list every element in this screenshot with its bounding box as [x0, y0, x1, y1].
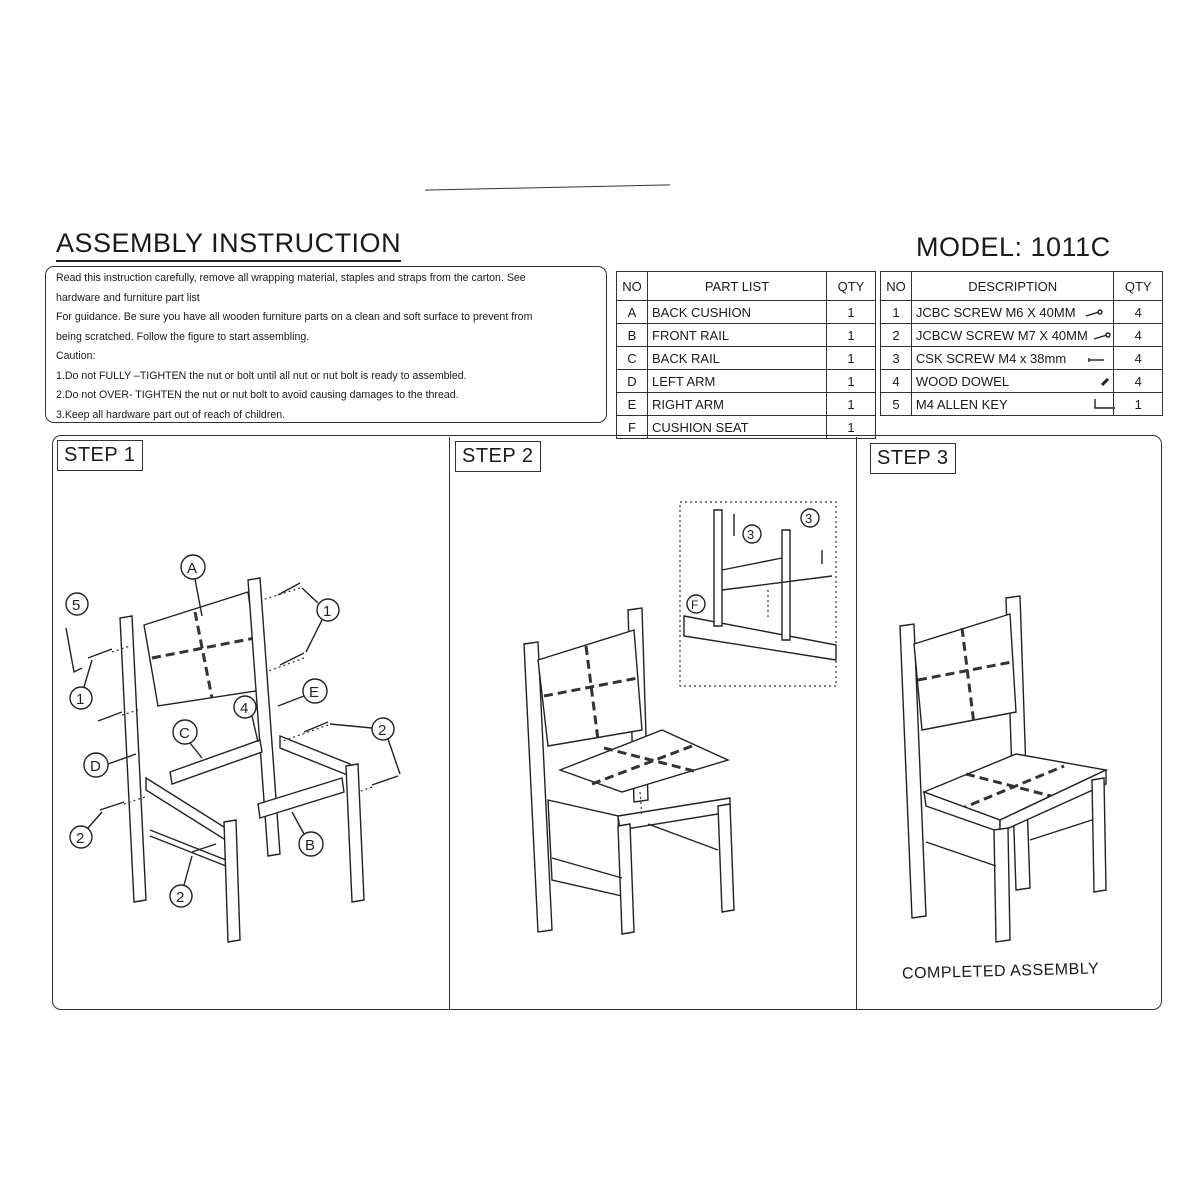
hardware-description [911, 324, 1114, 347]
completed-assembly-caption: COMPLETED ASSEMBLY [901, 960, 1100, 983]
hardware-table-header [881, 272, 1163, 301]
intro-line: hardware and furniture part list [56, 291, 200, 304]
hardware-label: JCBC SCREW M6 X 40MM [915, 304, 1076, 320]
callout-4 [234, 696, 258, 742]
callout-1-right [302, 588, 339, 652]
part-qty: 1 [827, 393, 876, 416]
callout-label: 5 [72, 597, 81, 614]
step-2-label: STEP 2 [455, 441, 541, 472]
step-1-diagram [52, 440, 452, 1000]
allen-key-icon [66, 628, 82, 672]
callout-label: D [90, 758, 101, 775]
callout-c [173, 720, 202, 758]
hardware-no: 2 [881, 324, 912, 347]
part-name: BACK CUSHION [648, 301, 827, 324]
part-no: B [617, 324, 648, 347]
callout-label: C [179, 725, 190, 742]
hardware-table [880, 271, 1163, 416]
leader-line [190, 743, 202, 758]
callout-e [278, 679, 327, 706]
hardware-qty: 4 [1114, 347, 1163, 370]
part-name: BACK RAIL [648, 347, 827, 370]
callout-label: 1 [76, 691, 85, 708]
leader-line [306, 620, 322, 652]
callout-5 [66, 593, 88, 615]
hardware-no: 5 [881, 393, 912, 416]
bolt-icon [280, 653, 304, 665]
stretcher [1030, 820, 1092, 840]
left-front-leg [994, 828, 1010, 942]
leader-line [330, 724, 372, 728]
parts-table-header [617, 272, 876, 301]
intro-box [45, 266, 607, 423]
inset-leg [714, 510, 722, 626]
bolt-icon [1093, 333, 1111, 341]
leader-line [302, 588, 318, 603]
callout-label: F [691, 598, 699, 612]
leader-line [292, 812, 304, 834]
bolt-icon [98, 712, 122, 721]
table-row [881, 370, 1163, 393]
inset-rail [722, 558, 782, 570]
part-qty: 1 [827, 416, 876, 439]
inset-leg [782, 530, 790, 640]
bolt-icon [372, 776, 398, 785]
leader-line [278, 696, 304, 706]
stretcher [552, 858, 622, 878]
table-row [881, 347, 1163, 370]
table-row [617, 347, 876, 370]
leader-line [252, 716, 258, 742]
part-name: LEFT ARM [648, 370, 827, 393]
stretcher [648, 824, 718, 850]
part-name: RIGHT ARM [648, 393, 827, 416]
left-front-leg [224, 820, 240, 942]
callout-label: 4 [240, 700, 249, 717]
callout-2-left [70, 812, 102, 848]
parts-table [616, 271, 876, 439]
hardware-description [911, 370, 1114, 393]
right-front-leg [1092, 778, 1106, 892]
hardware-qty: 4 [1114, 324, 1163, 347]
right-front-leg [346, 764, 364, 902]
table-row [617, 301, 876, 324]
callout-3-inset-left [743, 525, 761, 543]
bolt-icon [100, 802, 124, 810]
front-rail [618, 798, 730, 830]
callout-label: 3 [747, 527, 755, 542]
table-row [617, 393, 876, 416]
part-qty: 1 [827, 347, 876, 370]
header-part-list: PART LIST [648, 272, 827, 301]
inset-rail [722, 576, 832, 590]
part-qty: 1 [827, 370, 876, 393]
hardware-qty: 4 [1114, 301, 1163, 324]
back-rail [170, 740, 262, 784]
hardware-description [911, 393, 1114, 416]
hardware-description [911, 347, 1114, 370]
intro-line: being scratched. Follow the figure to start assembling. [56, 330, 310, 343]
hardware-label: CSK SCREW M4 x 38mm [915, 350, 1067, 366]
seat-frame [548, 800, 622, 896]
leader-line [88, 812, 102, 828]
callout-label: A [187, 560, 198, 577]
dowel-icon [1100, 377, 1110, 387]
header-no: NO [881, 272, 912, 301]
step-3-diagram [870, 480, 1170, 980]
intro-line: 1.Do not FULLY –TIGHTEN the nut or bolt until all nut or nut bolt is ready to assembled. [56, 369, 467, 382]
hardware-qty: 1 [1114, 393, 1163, 416]
seat-underside [684, 616, 836, 660]
decorative-line [425, 184, 670, 190]
table-row [617, 370, 876, 393]
header-no: NO [617, 272, 648, 301]
part-no: D [617, 370, 648, 393]
callout-2-front [170, 856, 192, 907]
hardware-label: WOOD DOWEL [915, 373, 1009, 389]
intro-line: 3.Keep all hardware part out of reach of children. [56, 408, 286, 421]
header-description: DESCRIPTION [911, 272, 1114, 301]
allen-key-icon [1093, 398, 1117, 410]
step-1-label: STEP 1 [57, 440, 143, 471]
part-qty: 1 [827, 301, 876, 324]
bolt-icon [1085, 310, 1103, 318]
stretcher [150, 836, 226, 866]
part-no: C [617, 347, 648, 370]
callout-label: 3 [805, 511, 813, 526]
intro-line: 2.Do not OVER- TIGHTEN the nut or nut bolt to avoid causing damages to the thread. [56, 389, 459, 401]
right-side-rail [280, 736, 350, 776]
intro-line: Read this instruction carefully, remove all wrapping material, staples and straps from the carton. See [56, 272, 526, 284]
hardware-description [911, 301, 1114, 324]
callout-label: 2 [378, 722, 387, 739]
screw-icon [1088, 357, 1110, 363]
callout-label: B [305, 837, 316, 854]
bolt-icon [278, 583, 300, 595]
callout-b [292, 812, 323, 856]
guide-line [358, 787, 372, 792]
hardware-no: 1 [881, 301, 912, 324]
table-row [881, 393, 1163, 416]
bolt-icon [88, 649, 112, 658]
stretcher [926, 842, 996, 866]
callout-label: 2 [176, 889, 185, 906]
bolt-icon [304, 722, 328, 732]
page-title: ASSEMBLY INSTRUCTION [56, 228, 401, 262]
hardware-no: 3 [881, 347, 912, 370]
leader-line [84, 660, 92, 687]
part-no: E [617, 393, 648, 416]
intro-line: Caution: [56, 350, 96, 362]
hardware-label: M4 ALLEN KEY [915, 396, 1008, 412]
callout-label: E [309, 684, 320, 701]
header-qty: QTY [1114, 272, 1163, 301]
table-row [881, 324, 1163, 347]
hardware-no: 4 [881, 370, 912, 393]
table-row [881, 301, 1163, 324]
table-row [617, 324, 876, 347]
callout-label: 1 [323, 603, 332, 620]
step-divider [856, 437, 857, 1010]
part-no: A [617, 301, 648, 324]
callout-f [687, 595, 705, 613]
step-2-diagram [452, 440, 852, 1000]
hardware-label: JCBCW SCREW M7 X 40MM [915, 327, 1088, 343]
left-front-leg [618, 824, 634, 934]
part-name: CUSHION SEAT [648, 416, 827, 439]
hardware-qty: 4 [1114, 370, 1163, 393]
right-front-leg [718, 804, 734, 912]
guide-line [266, 658, 304, 672]
intro-line: For guidance. Be sure you have all wooden furniture parts on a clean and soft surface to prevent from [56, 311, 533, 323]
model-number: MODEL: 1011C [916, 232, 1111, 262]
part-qty: 1 [827, 324, 876, 347]
step-3-label: STEP 3 [870, 443, 956, 474]
callout-3-inset-right [801, 509, 819, 527]
back-cushion [144, 592, 262, 706]
part-no: F [617, 416, 648, 439]
callout-label: 2 [76, 830, 85, 847]
leader-line [184, 856, 192, 885]
header-qty: QTY [827, 272, 876, 301]
part-name: FRONT RAIL [648, 324, 827, 347]
leader-line [388, 739, 400, 774]
